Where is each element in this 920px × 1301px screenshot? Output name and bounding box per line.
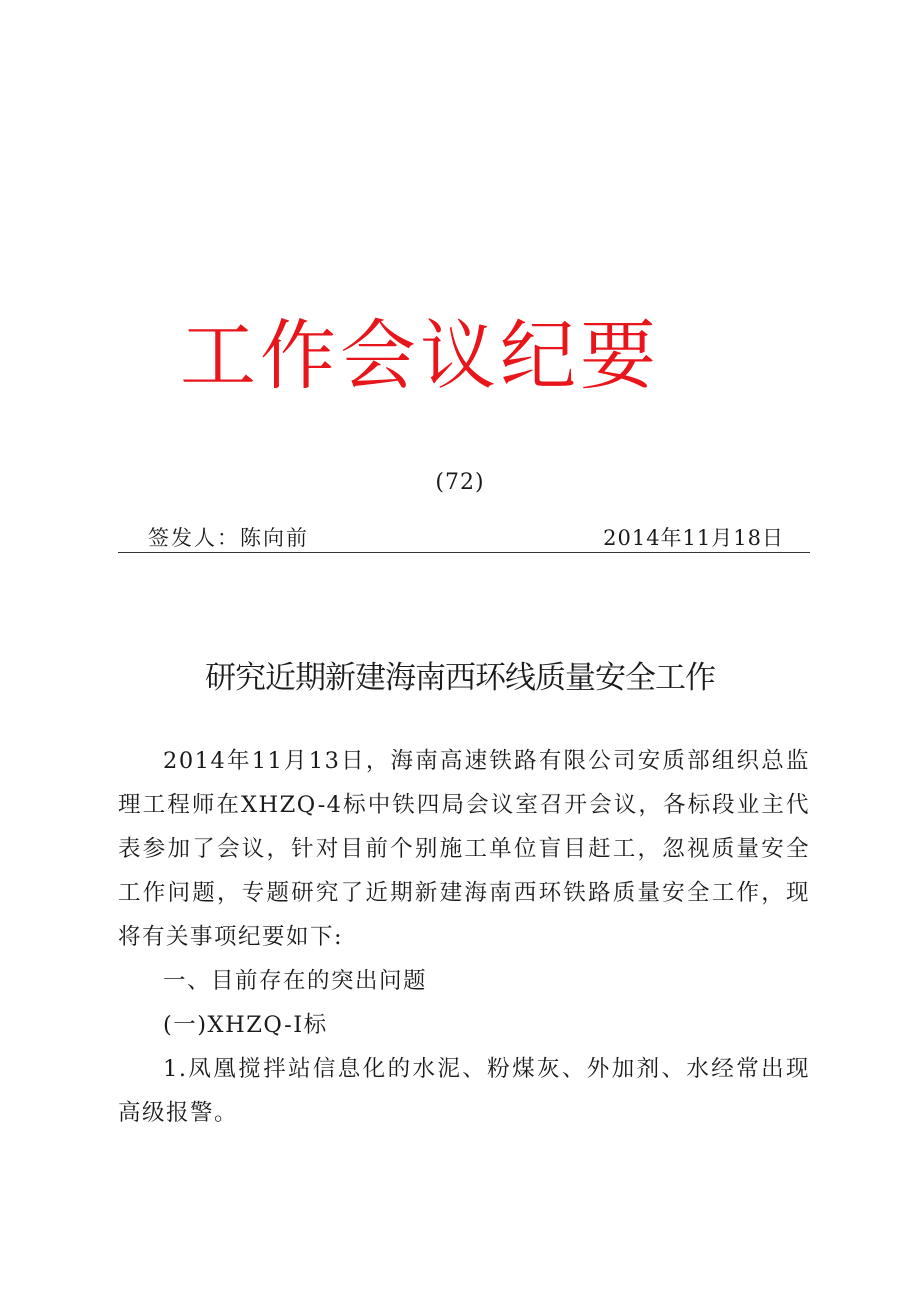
subsection-heading: (一)XHZQ-I标 xyxy=(163,1012,328,1038)
list-item: 1.凤凰搅拌站信息化的水泥、粉煤灰、外加剂、水经常出现高级报警。 xyxy=(118,1056,810,1126)
document-title: 研究近期新建海南西环线质量安全工作 xyxy=(205,660,715,696)
signer: 签发人：陈向前 xyxy=(148,526,309,550)
issue-date: 2014年11月18日 xyxy=(603,526,784,550)
document-body xyxy=(118,739,810,1135)
section-heading: 一、目前存在的突出问题 xyxy=(163,968,428,994)
document-header-title: 工作会议纪要 xyxy=(180,311,660,400)
intro-paragraph: 2014年11月13日，海南高速铁路有限公司安质部组织总监理工程师在XHZQ-4标中铁四局会议室召开会议，各标段业主代表参加了会议，针对目前个别施工单位盲目赶工，忽视质量安全工作问题，专题研究了近期新建海南西环铁路质量安全工作，现将有关事项纪要如下: xyxy=(118,748,810,950)
signer-date-row xyxy=(118,520,810,553)
issue-number: (72) xyxy=(435,470,485,495)
